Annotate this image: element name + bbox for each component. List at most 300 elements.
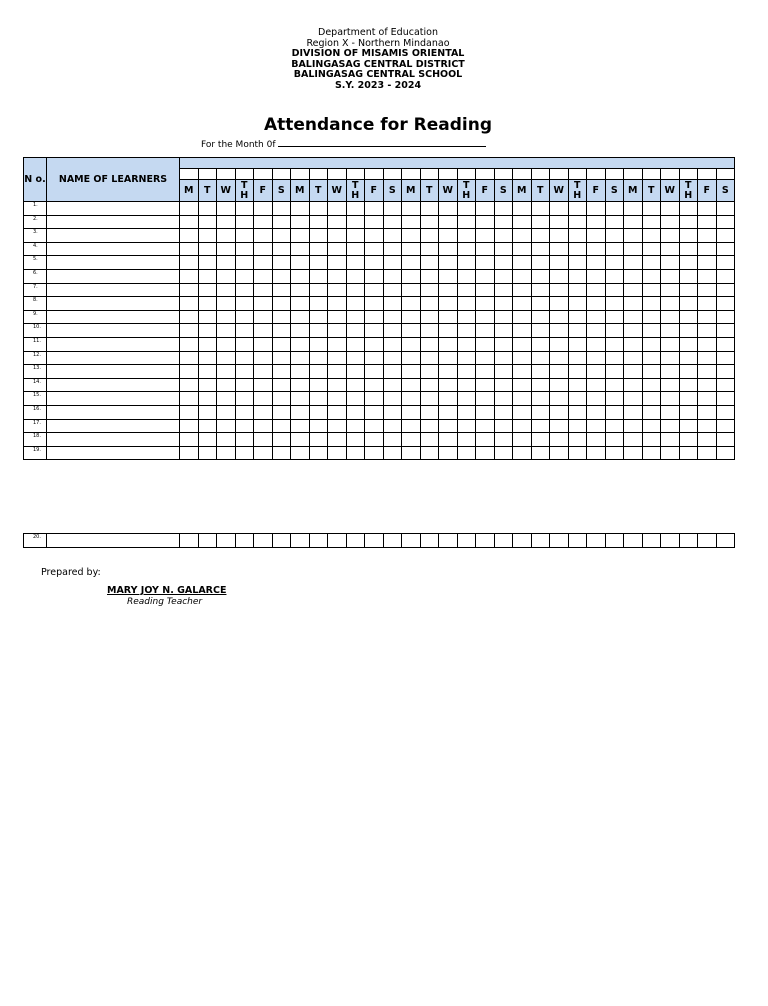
attendance-cell[interactable]	[494, 392, 513, 406]
date-cell[interactable]	[254, 169, 273, 180]
attendance-cell[interactable]	[291, 242, 310, 256]
attendance-cell[interactable]	[254, 419, 273, 433]
attendance-cell[interactable]	[198, 283, 217, 297]
attendance-cell[interactable]	[698, 310, 717, 324]
attendance-cell[interactable]	[642, 337, 661, 351]
attendance-cell[interactable]	[402, 242, 421, 256]
attendance-cell[interactable]	[587, 433, 606, 447]
attendance-cell[interactable]	[254, 283, 273, 297]
attendance-cell[interactable]	[661, 392, 680, 406]
attendance-cell[interactable]	[365, 256, 384, 270]
attendance-cell[interactable]	[328, 310, 347, 324]
attendance-cell[interactable]	[346, 337, 365, 351]
attendance-cell[interactable]	[235, 419, 254, 433]
attendance-cell[interactable]	[550, 215, 569, 229]
attendance-cell[interactable]	[272, 215, 291, 229]
attendance-cell[interactable]	[716, 283, 735, 297]
attendance-cell[interactable]	[217, 242, 236, 256]
attendance-cell[interactable]	[531, 229, 550, 243]
attendance-cell[interactable]	[513, 534, 532, 548]
attendance-cell[interactable]	[716, 215, 735, 229]
attendance-cell[interactable]	[716, 297, 735, 311]
attendance-cell[interactable]	[531, 378, 550, 392]
attendance-cell[interactable]	[235, 256, 254, 270]
attendance-cell[interactable]	[439, 310, 458, 324]
attendance-cell[interactable]	[217, 419, 236, 433]
attendance-cell[interactable]	[365, 433, 384, 447]
attendance-cell[interactable]	[661, 351, 680, 365]
attendance-cell[interactable]	[291, 337, 310, 351]
attendance-cell[interactable]	[383, 433, 402, 447]
attendance-cell[interactable]	[198, 215, 217, 229]
attendance-cell[interactable]	[328, 269, 347, 283]
attendance-cell[interactable]	[198, 446, 217, 460]
attendance-cell[interactable]	[420, 215, 439, 229]
attendance-cell[interactable]	[513, 310, 532, 324]
attendance-cell[interactable]	[180, 269, 199, 283]
attendance-cell[interactable]	[346, 324, 365, 338]
attendance-cell[interactable]	[272, 283, 291, 297]
attendance-cell[interactable]	[309, 392, 328, 406]
attendance-cell[interactable]	[624, 405, 643, 419]
attendance-cell[interactable]	[309, 297, 328, 311]
attendance-cell[interactable]	[383, 446, 402, 460]
attendance-cell[interactable]	[291, 283, 310, 297]
attendance-cell[interactable]	[272, 297, 291, 311]
attendance-cell[interactable]	[568, 378, 587, 392]
attendance-cell[interactable]	[476, 242, 495, 256]
attendance-cell[interactable]	[309, 283, 328, 297]
attendance-cell[interactable]	[402, 392, 421, 406]
attendance-cell[interactable]	[439, 351, 458, 365]
attendance-cell[interactable]	[531, 215, 550, 229]
attendance-cell[interactable]	[328, 405, 347, 419]
attendance-cell[interactable]	[291, 202, 310, 216]
attendance-cell[interactable]	[198, 337, 217, 351]
learner-name-cell[interactable]	[47, 534, 180, 548]
attendance-cell[interactable]	[272, 337, 291, 351]
attendance-cell[interactable]	[587, 229, 606, 243]
learner-name-cell[interactable]	[47, 378, 180, 392]
attendance-cell[interactable]	[217, 446, 236, 460]
attendance-cell[interactable]	[217, 229, 236, 243]
attendance-cell[interactable]	[346, 433, 365, 447]
attendance-cell[interactable]	[568, 351, 587, 365]
attendance-cell[interactable]	[476, 351, 495, 365]
attendance-cell[interactable]	[402, 269, 421, 283]
attendance-cell[interactable]	[568, 534, 587, 548]
attendance-cell[interactable]	[661, 324, 680, 338]
attendance-cell[interactable]	[254, 297, 273, 311]
attendance-cell[interactable]	[531, 202, 550, 216]
attendance-cell[interactable]	[550, 378, 569, 392]
attendance-cell[interactable]	[420, 433, 439, 447]
attendance-cell[interactable]	[254, 229, 273, 243]
attendance-cell[interactable]	[513, 405, 532, 419]
attendance-cell[interactable]	[346, 256, 365, 270]
date-cell[interactable]	[550, 169, 569, 180]
attendance-cell[interactable]	[457, 242, 476, 256]
attendance-cell[interactable]	[383, 256, 402, 270]
attendance-cell[interactable]	[217, 337, 236, 351]
attendance-cell[interactable]	[476, 202, 495, 216]
attendance-cell[interactable]	[568, 324, 587, 338]
attendance-cell[interactable]	[716, 202, 735, 216]
attendance-cell[interactable]	[550, 269, 569, 283]
attendance-cell[interactable]	[716, 337, 735, 351]
attendance-cell[interactable]	[494, 365, 513, 379]
attendance-cell[interactable]	[328, 242, 347, 256]
attendance-cell[interactable]	[309, 433, 328, 447]
attendance-cell[interactable]	[476, 310, 495, 324]
attendance-cell[interactable]	[439, 283, 458, 297]
attendance-cell[interactable]	[679, 405, 698, 419]
attendance-cell[interactable]	[383, 405, 402, 419]
attendance-cell[interactable]	[291, 351, 310, 365]
attendance-cell[interactable]	[605, 242, 624, 256]
attendance-cell[interactable]	[624, 283, 643, 297]
date-cell[interactable]	[383, 169, 402, 180]
attendance-cell[interactable]	[328, 324, 347, 338]
attendance-cell[interactable]	[402, 229, 421, 243]
attendance-cell[interactable]	[420, 269, 439, 283]
attendance-cell[interactable]	[272, 419, 291, 433]
attendance-cell[interactable]	[642, 378, 661, 392]
attendance-cell[interactable]	[328, 215, 347, 229]
attendance-cell[interactable]	[642, 405, 661, 419]
attendance-cell[interactable]	[457, 365, 476, 379]
attendance-cell[interactable]	[476, 324, 495, 338]
attendance-cell[interactable]	[365, 215, 384, 229]
attendance-cell[interactable]	[402, 324, 421, 338]
attendance-cell[interactable]	[365, 229, 384, 243]
attendance-cell[interactable]	[661, 405, 680, 419]
attendance-cell[interactable]	[291, 310, 310, 324]
attendance-cell[interactable]	[494, 378, 513, 392]
attendance-cell[interactable]	[661, 446, 680, 460]
attendance-cell[interactable]	[513, 202, 532, 216]
attendance-cell[interactable]	[587, 202, 606, 216]
attendance-cell[interactable]	[679, 269, 698, 283]
attendance-cell[interactable]	[346, 405, 365, 419]
attendance-cell[interactable]	[550, 419, 569, 433]
attendance-cell[interactable]	[624, 256, 643, 270]
attendance-cell[interactable]	[642, 365, 661, 379]
attendance-cell[interactable]	[439, 215, 458, 229]
attendance-cell[interactable]	[531, 283, 550, 297]
date-cell[interactable]	[642, 169, 661, 180]
attendance-cell[interactable]	[587, 310, 606, 324]
attendance-cell[interactable]	[198, 405, 217, 419]
learner-name-cell[interactable]	[47, 433, 180, 447]
attendance-cell[interactable]	[476, 433, 495, 447]
attendance-cell[interactable]	[254, 365, 273, 379]
attendance-cell[interactable]	[217, 269, 236, 283]
attendance-cell[interactable]	[716, 269, 735, 283]
attendance-cell[interactable]	[568, 283, 587, 297]
date-cell[interactable]	[217, 169, 236, 180]
attendance-cell[interactable]	[235, 534, 254, 548]
attendance-cell[interactable]	[476, 297, 495, 311]
attendance-cell[interactable]	[420, 392, 439, 406]
attendance-cell[interactable]	[457, 419, 476, 433]
attendance-cell[interactable]	[254, 433, 273, 447]
attendance-cell[interactable]	[402, 351, 421, 365]
attendance-cell[interactable]	[309, 534, 328, 548]
attendance-cell[interactable]	[605, 378, 624, 392]
learner-name-cell[interactable]	[47, 242, 180, 256]
attendance-cell[interactable]	[235, 365, 254, 379]
attendance-cell[interactable]	[180, 392, 199, 406]
date-cell[interactable]	[365, 169, 384, 180]
attendance-cell[interactable]	[605, 283, 624, 297]
learner-name-cell[interactable]	[47, 419, 180, 433]
attendance-cell[interactable]	[550, 310, 569, 324]
attendance-cell[interactable]	[217, 256, 236, 270]
attendance-cell[interactable]	[439, 256, 458, 270]
attendance-cell[interactable]	[457, 378, 476, 392]
attendance-cell[interactable]	[180, 310, 199, 324]
attendance-cell[interactable]	[346, 202, 365, 216]
attendance-cell[interactable]	[642, 351, 661, 365]
attendance-cell[interactable]	[698, 215, 717, 229]
attendance-cell[interactable]	[661, 269, 680, 283]
learner-name-cell[interactable]	[47, 269, 180, 283]
attendance-cell[interactable]	[476, 534, 495, 548]
attendance-cell[interactable]	[531, 419, 550, 433]
attendance-cell[interactable]	[235, 351, 254, 365]
attendance-cell[interactable]	[254, 337, 273, 351]
attendance-cell[interactable]	[624, 392, 643, 406]
learner-name-cell[interactable]	[47, 405, 180, 419]
attendance-cell[interactable]	[272, 229, 291, 243]
attendance-cell[interactable]	[439, 324, 458, 338]
attendance-cell[interactable]	[624, 419, 643, 433]
attendance-cell[interactable]	[476, 269, 495, 283]
attendance-cell[interactable]	[346, 419, 365, 433]
attendance-cell[interactable]	[235, 433, 254, 447]
attendance-cell[interactable]	[291, 269, 310, 283]
attendance-cell[interactable]	[661, 378, 680, 392]
attendance-cell[interactable]	[716, 378, 735, 392]
attendance-cell[interactable]	[624, 378, 643, 392]
attendance-cell[interactable]	[716, 419, 735, 433]
attendance-cell[interactable]	[679, 419, 698, 433]
attendance-cell[interactable]	[494, 419, 513, 433]
attendance-cell[interactable]	[439, 297, 458, 311]
date-cell[interactable]	[198, 169, 217, 180]
attendance-cell[interactable]	[346, 392, 365, 406]
attendance-cell[interactable]	[217, 351, 236, 365]
attendance-cell[interactable]	[568, 202, 587, 216]
attendance-cell[interactable]	[494, 310, 513, 324]
attendance-cell[interactable]	[180, 324, 199, 338]
attendance-cell[interactable]	[254, 202, 273, 216]
date-cell[interactable]	[587, 169, 606, 180]
attendance-cell[interactable]	[254, 378, 273, 392]
attendance-cell[interactable]	[642, 229, 661, 243]
attendance-cell[interactable]	[494, 283, 513, 297]
attendance-cell[interactable]	[513, 324, 532, 338]
attendance-cell[interactable]	[365, 446, 384, 460]
attendance-cell[interactable]	[291, 534, 310, 548]
attendance-cell[interactable]	[254, 405, 273, 419]
attendance-cell[interactable]	[198, 256, 217, 270]
attendance-cell[interactable]	[254, 215, 273, 229]
learner-name-cell[interactable]	[47, 283, 180, 297]
attendance-cell[interactable]	[624, 365, 643, 379]
attendance-cell[interactable]	[328, 337, 347, 351]
attendance-cell[interactable]	[272, 446, 291, 460]
attendance-cell[interactable]	[550, 433, 569, 447]
attendance-cell[interactable]	[291, 392, 310, 406]
attendance-cell[interactable]	[550, 229, 569, 243]
attendance-cell[interactable]	[235, 242, 254, 256]
learner-name-cell[interactable]	[47, 446, 180, 460]
attendance-cell[interactable]	[272, 534, 291, 548]
attendance-cell[interactable]	[198, 324, 217, 338]
date-cell[interactable]	[494, 169, 513, 180]
attendance-cell[interactable]	[587, 242, 606, 256]
attendance-cell[interactable]	[476, 283, 495, 297]
learner-name-cell[interactable]	[47, 215, 180, 229]
attendance-cell[interactable]	[328, 283, 347, 297]
attendance-cell[interactable]	[642, 215, 661, 229]
attendance-cell[interactable]	[439, 534, 458, 548]
attendance-cell[interactable]	[217, 405, 236, 419]
attendance-cell[interactable]	[661, 229, 680, 243]
attendance-cell[interactable]	[457, 283, 476, 297]
attendance-cell[interactable]	[439, 337, 458, 351]
attendance-cell[interactable]	[328, 229, 347, 243]
attendance-cell[interactable]	[587, 269, 606, 283]
attendance-cell[interactable]	[457, 405, 476, 419]
attendance-cell[interactable]	[383, 215, 402, 229]
attendance-cell[interactable]	[476, 392, 495, 406]
attendance-cell[interactable]	[698, 446, 717, 460]
attendance-cell[interactable]	[235, 283, 254, 297]
attendance-cell[interactable]	[402, 433, 421, 447]
attendance-cell[interactable]	[309, 310, 328, 324]
attendance-cell[interactable]	[439, 405, 458, 419]
learner-name-cell[interactable]	[47, 202, 180, 216]
attendance-cell[interactable]	[587, 378, 606, 392]
attendance-cell[interactable]	[439, 365, 458, 379]
attendance-cell[interactable]	[365, 297, 384, 311]
attendance-cell[interactable]	[550, 351, 569, 365]
attendance-cell[interactable]	[180, 297, 199, 311]
attendance-cell[interactable]	[642, 392, 661, 406]
attendance-cell[interactable]	[235, 405, 254, 419]
attendance-cell[interactable]	[642, 419, 661, 433]
attendance-cell[interactable]	[365, 242, 384, 256]
date-cell[interactable]	[698, 169, 717, 180]
attendance-cell[interactable]	[661, 310, 680, 324]
date-cell[interactable]	[272, 169, 291, 180]
attendance-cell[interactable]	[624, 310, 643, 324]
attendance-cell[interactable]	[457, 229, 476, 243]
attendance-cell[interactable]	[698, 269, 717, 283]
attendance-cell[interactable]	[180, 242, 199, 256]
attendance-cell[interactable]	[587, 283, 606, 297]
attendance-cell[interactable]	[568, 392, 587, 406]
attendance-cell[interactable]	[457, 446, 476, 460]
attendance-cell[interactable]	[605, 534, 624, 548]
learner-name-cell[interactable]	[47, 229, 180, 243]
attendance-cell[interactable]	[328, 446, 347, 460]
attendance-cell[interactable]	[550, 446, 569, 460]
date-cell[interactable]	[346, 169, 365, 180]
attendance-cell[interactable]	[309, 215, 328, 229]
attendance-cell[interactable]	[198, 534, 217, 548]
attendance-cell[interactable]	[476, 365, 495, 379]
attendance-cell[interactable]	[550, 297, 569, 311]
attendance-cell[interactable]	[679, 446, 698, 460]
attendance-cell[interactable]	[513, 365, 532, 379]
attendance-cell[interactable]	[291, 229, 310, 243]
attendance-cell[interactable]	[309, 229, 328, 243]
attendance-cell[interactable]	[679, 242, 698, 256]
attendance-cell[interactable]	[420, 283, 439, 297]
attendance-cell[interactable]	[272, 378, 291, 392]
attendance-cell[interactable]	[198, 297, 217, 311]
attendance-cell[interactable]	[605, 419, 624, 433]
attendance-cell[interactable]	[198, 378, 217, 392]
attendance-cell[interactable]	[217, 534, 236, 548]
attendance-cell[interactable]	[383, 378, 402, 392]
attendance-cell[interactable]	[624, 446, 643, 460]
attendance-cell[interactable]	[642, 202, 661, 216]
attendance-cell[interactable]	[365, 378, 384, 392]
attendance-cell[interactable]	[402, 534, 421, 548]
attendance-cell[interactable]	[420, 202, 439, 216]
attendance-cell[interactable]	[661, 365, 680, 379]
attendance-cell[interactable]	[550, 405, 569, 419]
attendance-cell[interactable]	[309, 419, 328, 433]
date-cell[interactable]	[531, 169, 550, 180]
attendance-cell[interactable]	[272, 256, 291, 270]
attendance-cell[interactable]	[457, 297, 476, 311]
attendance-cell[interactable]	[180, 405, 199, 419]
attendance-cell[interactable]	[328, 392, 347, 406]
attendance-cell[interactable]	[346, 534, 365, 548]
date-cell[interactable]	[420, 169, 439, 180]
attendance-cell[interactable]	[642, 534, 661, 548]
attendance-cell[interactable]	[254, 534, 273, 548]
attendance-cell[interactable]	[328, 256, 347, 270]
attendance-cell[interactable]	[180, 378, 199, 392]
attendance-cell[interactable]	[661, 534, 680, 548]
attendance-cell[interactable]	[217, 392, 236, 406]
attendance-cell[interactable]	[513, 446, 532, 460]
attendance-cell[interactable]	[513, 419, 532, 433]
attendance-cell[interactable]	[513, 351, 532, 365]
attendance-cell[interactable]	[568, 433, 587, 447]
attendance-cell[interactable]	[531, 269, 550, 283]
attendance-cell[interactable]	[513, 378, 532, 392]
date-cell[interactable]	[439, 169, 458, 180]
attendance-cell[interactable]	[550, 242, 569, 256]
attendance-cell[interactable]	[309, 337, 328, 351]
attendance-cell[interactable]	[624, 242, 643, 256]
attendance-cell[interactable]	[698, 534, 717, 548]
attendance-cell[interactable]	[420, 310, 439, 324]
date-cell[interactable]	[180, 169, 199, 180]
date-cell[interactable]	[309, 169, 328, 180]
attendance-cell[interactable]	[420, 229, 439, 243]
attendance-cell[interactable]	[568, 310, 587, 324]
attendance-cell[interactable]	[383, 365, 402, 379]
